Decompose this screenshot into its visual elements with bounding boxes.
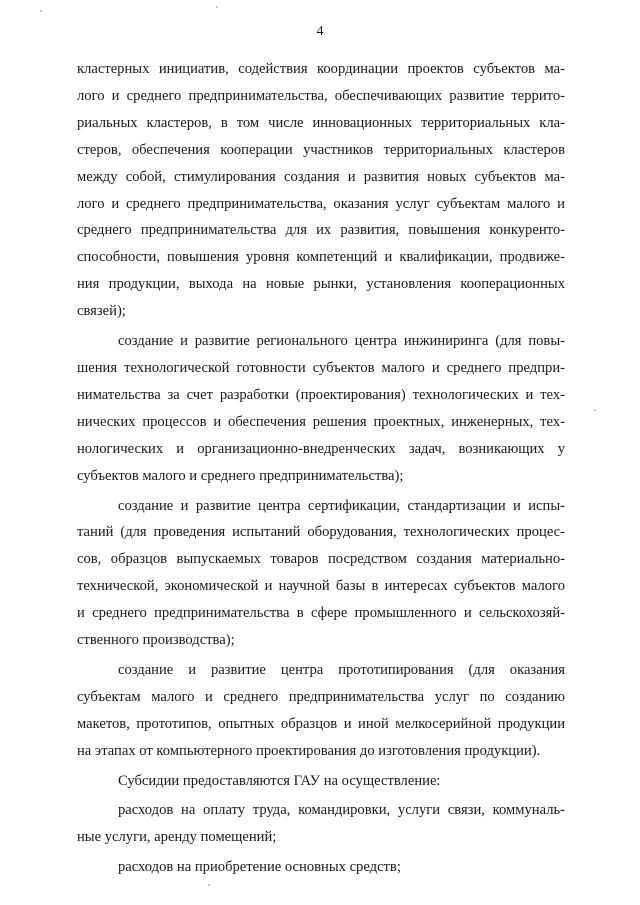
paragraph-line: связей); bbox=[77, 303, 126, 320]
paragraph-line: субъектам малого и среднего предпринимательства услуг по созданию bbox=[77, 688, 565, 705]
paragraph-line: на этапах от компьютерного проектирования до изготовления продукции). bbox=[77, 742, 541, 759]
paragraph-line: субъектов малого и среднего предпринимательства); bbox=[77, 467, 404, 484]
paragraph-first-line: расходов на оплату труда, командировки, услуги связи, коммуналь- bbox=[118, 802, 565, 819]
paragraph-line: стеров, обеспечения кооперации участников территориальных кластеров bbox=[77, 141, 565, 158]
paragraph-line: нических процессов и обеспечения решения проектных, инженерных, тех- bbox=[77, 413, 565, 430]
paragraph-first-line: создание и развитие центра сертификации, стандартизации и испы- bbox=[118, 497, 565, 514]
paragraph-first-line: расходов на приобретение основных средств; bbox=[118, 859, 401, 876]
paragraph-line: риальных кластеров, в том числе инновационных территориальных кла- bbox=[77, 114, 565, 131]
page-number: 4 bbox=[316, 24, 324, 39]
paragraph-line: ственного производства); bbox=[77, 632, 235, 649]
paragraph-line: способности, повышения уровня компетенций и квалификации, продвиже- bbox=[77, 249, 565, 266]
paragraph-line: среднего предпринимательства для их развития, повышения конкуренто- bbox=[77, 222, 565, 239]
paragraph-line: ные услуги, аренду помещений; bbox=[77, 829, 277, 846]
paragraph-first-line: Субсидии предоставляются ГАУ на осуществление: bbox=[118, 772, 441, 789]
paragraph-line: и среднего предпринимательства в сфере промышленного и сельскохозяй- bbox=[77, 605, 565, 622]
paragraph-line: макетов, прототипов, опытных образцов и иной мелкосерийной продукции bbox=[77, 715, 565, 732]
scan-speck bbox=[40, 10, 42, 12]
paragraph-line: нимательства за счет разработки (проектирования) технологических и тех- bbox=[77, 386, 565, 403]
document-body bbox=[77, 56, 565, 881]
paragraph-first-line: создание и развитие центра прототипирования (для оказания bbox=[118, 661, 565, 678]
paragraph-first-line: создание и развитие регионального центра инжиниринга (для повы- bbox=[118, 333, 565, 350]
paragraph-first-line: кластерных инициатив, содействия координации проектов субъектов ма- bbox=[77, 61, 565, 77]
scan-speck bbox=[594, 409, 596, 411]
paragraph-line: технической, экономической и научной базы в интересах субъектов малого bbox=[77, 578, 565, 595]
paragraph-line: лого и среднего предпринимательства, оказания услуг субъектам малого и bbox=[77, 195, 565, 212]
paragraph-line: сов, образцов выпускаемых товаров посредством создания материально- bbox=[77, 551, 565, 568]
paragraph-line: ния продукции, выхода на новые рынки, установления кооперационных bbox=[77, 276, 565, 293]
scan-speck bbox=[216, 6, 218, 8]
paragraph-line: между собой, стимулирования создания и развития новых субъектов ма- bbox=[77, 168, 565, 185]
paragraph-line: лого и среднего предпринимательства, обеспечивающих развитие террито- bbox=[77, 87, 565, 104]
paragraph-line: шения технологической готовности субъектов малого и среднего предпри- bbox=[77, 359, 565, 376]
paragraph-line: нологических и организационно-внедренческих задач, возникающих у bbox=[77, 440, 565, 457]
scan-speck bbox=[208, 884, 210, 886]
paragraph-line: таний (для проведения испытаний оборудования, технологических процес- bbox=[77, 524, 565, 541]
